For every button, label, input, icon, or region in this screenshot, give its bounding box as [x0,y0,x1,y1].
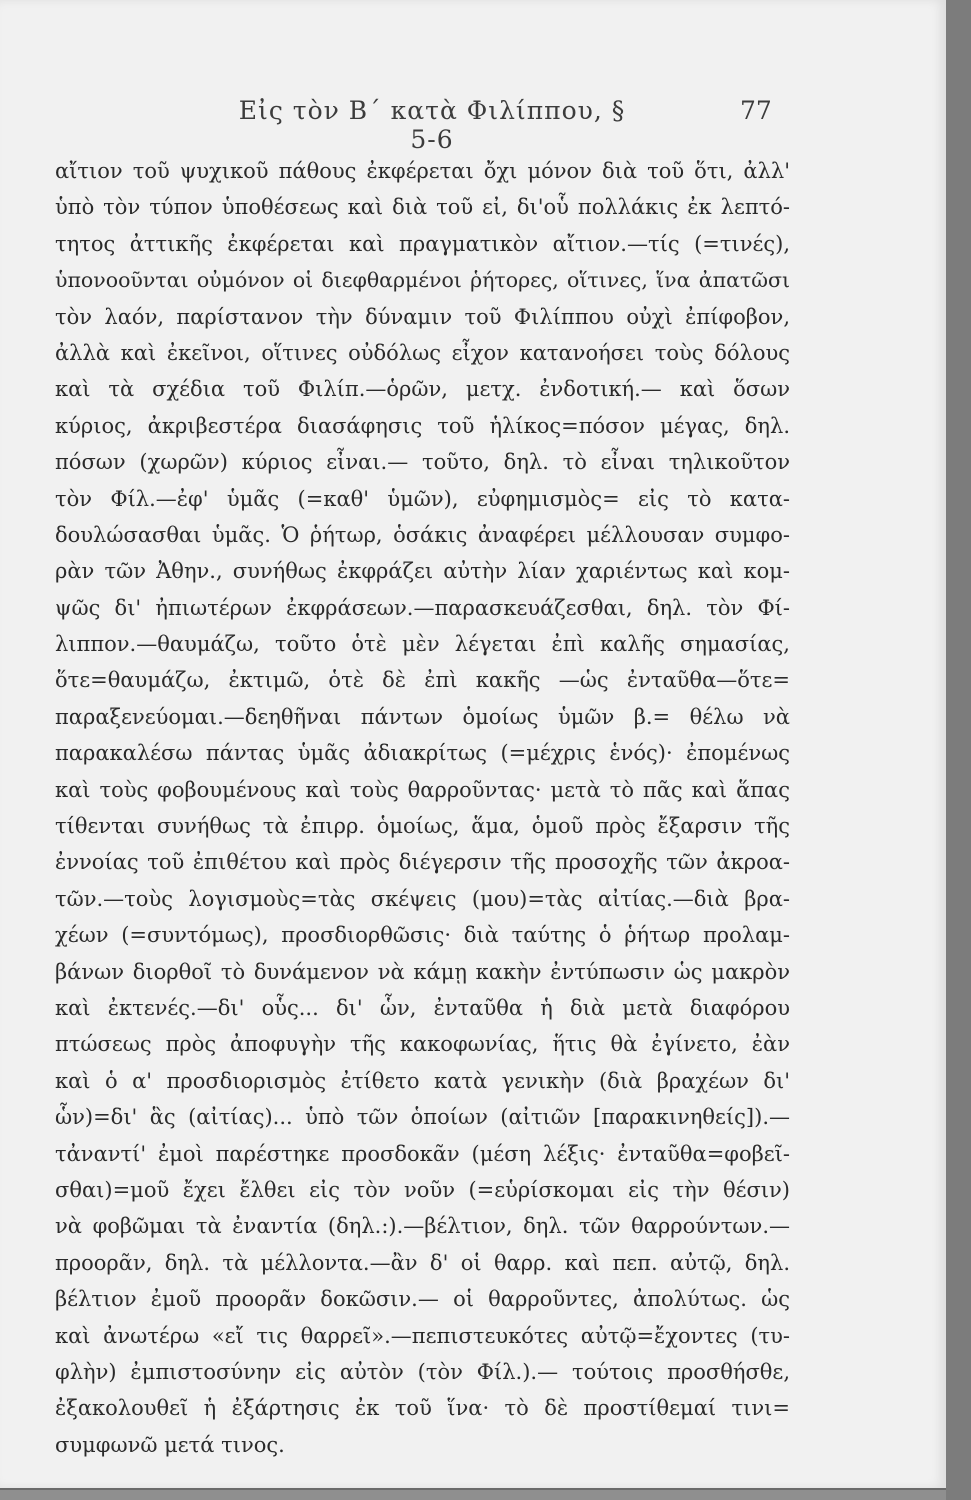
text-line: δουλώσασθαι ὑμᾶς. Ὁ ῥήτωρ, ὁσάκις ἀναφέρει μέλλουσαν συμφο- [55,522,790,547]
text-line: λιππον.—θαυμάζω, τοῦτο ὁτὲ μὲν λέγεται ἐπὶ καλῆς σημασίας, [55,632,790,657]
text-line: τίθενται συνήθως τὰ ἐπιρρ. ὁμοίως, ἅμα, ὁμοῦ πρὸς ἔξαρσιν τῆς [55,814,790,839]
text-line: βάνων διορθοῖ τὸ δυνάμενον νὰ κάμῃ κακὴν ἐντύπωσιν ὡς μακρὸν [55,959,790,984]
text-line: τὸν λαόν, παρίστανον τὴν δύναμιν τοῦ Φιλίππου οὐχὶ ἐπίφοβον, [55,304,790,329]
text-line: χέων (=συντόμως), προσδιορθῶσις· διὰ ταύτης ὁ ῥήτωρ προλαμ- [55,923,790,948]
text-line: πτώσεως πρὸς ἀποφυγὴν τῆς κακοφωνίας, ἥτις θὰ ἐγίνετο, ἐὰν [55,1032,790,1057]
text-line: ὑπὸ τὸν τύπον ὑποθέσεως καὶ διὰ τοῦ εἰ, δι'οὗ πολλάκις ἐκ λεπτό- [55,195,790,220]
text-line: καὶ τὰ σχέδια τοῦ Φιλίπ.—ὁρῶν, μετχ. ἐνδοτική.— καὶ ὅσων [55,377,790,402]
text-line: αἴτιον τοῦ ψυχικοῦ πάθους ἐκφέρεται ὄχι μόνον διὰ τοῦ ὅτι, ἀλλ' [55,159,790,183]
running-head [0,96,946,154]
text-line: ρὰν τῶν Ἀθην., συνήθως ἐκφράζει αὐτὴν λίαν χαριέντως καὶ κομ- [55,559,790,584]
text-line: ὧν)=δι' ἃς (αἰτίας)... ὑπὸ τῶν ὁποίων (αἰτιῶν [παρακινηθείς]).— [55,1105,790,1130]
text-line: καὶ ὁ α' προσδιορισμὸς ἐτίθετο κατὰ γενικὴν (διὰ βραχέων δι' [55,1068,790,1093]
text-line: προορᾶν, δηλ. τὰ μέλλοντα.—ἂν δ' οἱ θαρρ. καὶ πεπ. αὐτῷ, δηλ. [55,1250,790,1275]
text-line: βέλτιον ἐμοῦ προορᾶν δοκῶσιν.— οἱ θαρροῦντες, ἀπολύτως. ὡς [55,1287,790,1312]
page-number: 77 [740,96,772,125]
text-line: ψῶς δι' ἠπιωτέρων ἐκφράσεων.—παρασκευάζεσθαι, δηλ. τὸν Φί- [55,595,790,620]
text-line: καὶ τοὺς φοβουμένους καὶ τοὺς θαρροῦντας· μετὰ τὸ πᾶς καὶ ἅπας [55,777,790,802]
text-line: τητος ἀττικῆς ἐκφέρεται καὶ πραγματικὸν αἴτιον.—τίς (=τινές), [55,231,790,256]
text-line: παραξενεύομαι.—δεηθῆναι πάντων ὁμοίως ὑμῶν β.= θέλω νὰ [55,704,790,729]
text-line: πόσων (χωρῶν) κύριος εἶναι.— τοῦτο, δηλ. τὸ εἶναι τηλικοῦτον [55,450,790,475]
text-line: καὶ ἐκτενές.—δι' οὗς... δι' ὧν, ἐνταῦθα ἡ διὰ μετὰ διαφόρου [55,995,790,1020]
text-line: καὶ ἀνωτέρω «εἴ τις θαρρεῖ».—πεπιστευκότες αὐτῷ=ἔχοντες (τυ- [55,1323,790,1348]
text-line: τῶν.—τοὺς λογισμοὺς=τὰς σκέψεις (μου)=τὰς αἰτίας.—διὰ βρα- [55,886,790,911]
scan-background-edge [946,0,971,1500]
text-line: νὰ φοβῶμαι τὰ ἐναντία (δηλ.:).—βέλτιον, δηλ. τῶν θαρρούντων.— [55,1214,790,1239]
running-head-title: Εἰς τὸν Β΄ κατὰ Φιλίππου, § 5-6 [238,96,626,154]
text-line: ὅτε=θαυμάζω, ἐκτιμῶ, ὁτὲ δὲ ἐπὶ κακῆς —ὡς ἐνταῦθα—ὅτε= [55,668,790,693]
text-line: φλὴν) ἐμπιστοσύνην εἰς αὐτὸν (τὸν Φίλ.).— τούτοις προσθήσθε, [55,1359,790,1384]
commentary-text [55,153,790,1463]
text-line: ἀλλὰ καὶ ἐκεῖνοι, οἵτινες οὐδόλως εἶχον κατανοήσει τοὺς δόλους [55,340,790,365]
text-line: ἐξακολουθεῖ ἡ ἐξάρτησις ἐκ τοῦ ἵνα· τὸ δὲ προστίθεμαί τινι= [55,1396,790,1421]
text-line: σθαι)=μοῦ ἔχει ἔλθει εἰς τὸν νοῦν (=εὑρίσκομαι εἰς τὴν θέσιν) [55,1177,790,1202]
text-line: παρακαλέσω πάντας ὑμᾶς ἀδιακρίτως (=μέχρις ἑνός)· ἐπομένως [55,741,790,766]
text-line: ὑπονοοῦνται οὐμόνον οἱ διεφθαρμένοι ῥήτορες, οἵτινες, ἵνα ἀπατῶσι [55,268,790,293]
text-line: τἀναντί' ἐμοὶ παρέστηκε προσδοκᾶν (μέση λέξις· ἐνταῦθα=φοβεῖ- [55,1141,790,1166]
text-line: κύριος, ἀκριβεστέρα διασάφησις τοῦ ἡλίκος=πόσον μέγας, δηλ. [55,413,790,438]
text-line: συμφωνῶ μετά τινος. [55,1432,285,1457]
text-line: ἐννοίας τοῦ ἐπιθέτου καὶ πρὸς διέγερσιν τῆς προσοχῆς τῶν ἀκροα- [55,850,790,875]
text-line: τὸν Φίλ.—ἐφ' ὑμᾶς (=καθ' ὑμῶν), εὐφημισμὸς= εἰς τὸ κατα- [55,486,790,511]
